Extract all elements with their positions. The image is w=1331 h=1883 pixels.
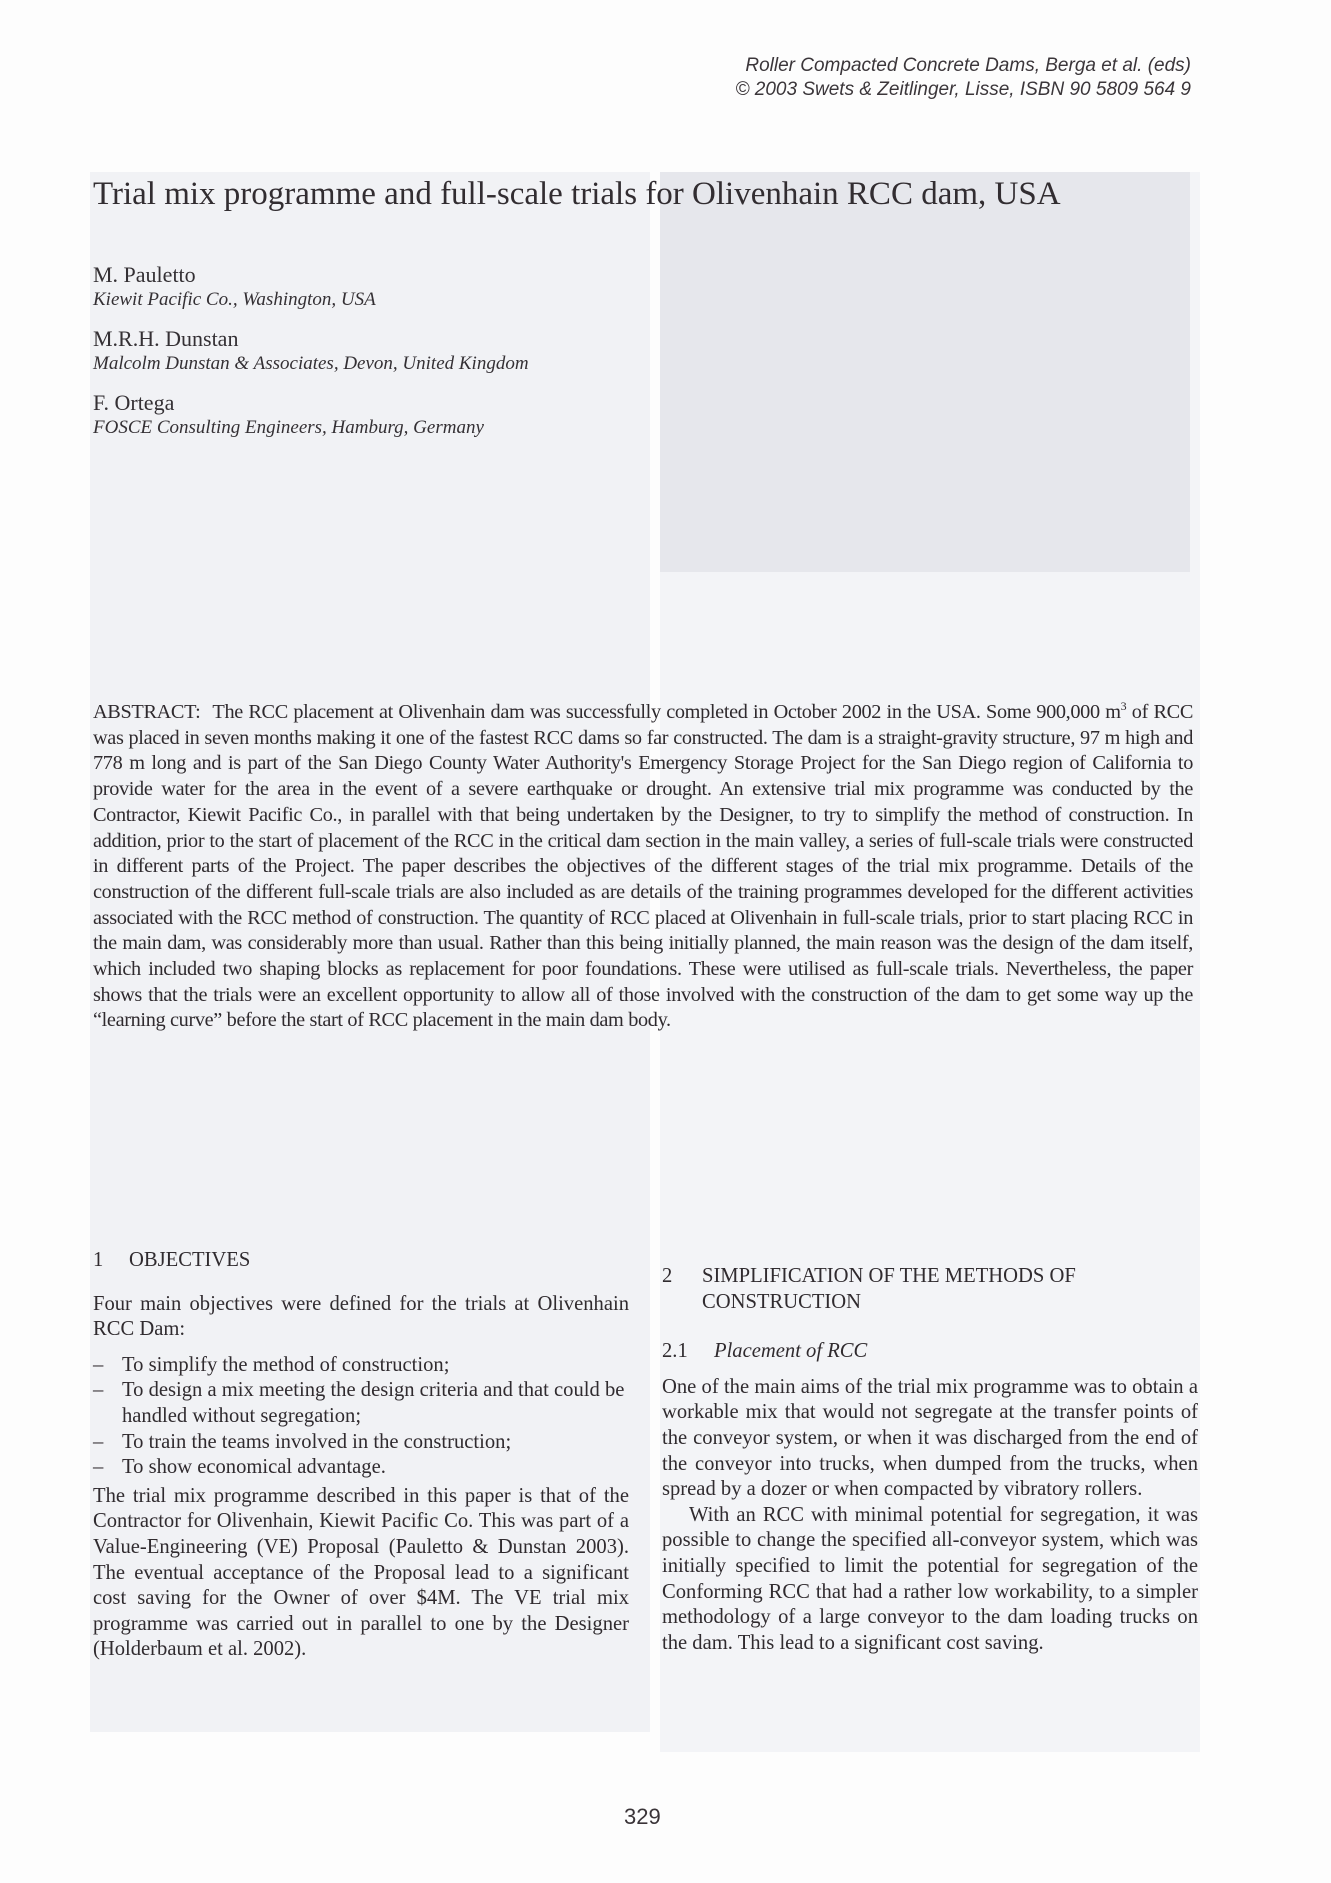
section-number: 2 — [662, 1265, 673, 1287]
paper-title: Trial mix programme and full-scale trials for Olivenhain RCC dam, USA — [93, 176, 1061, 212]
author-affiliation: FOSCE Consulting Engineers, Hamburg, Germany — [93, 417, 484, 438]
subsection-heading-placement — [662, 1339, 1198, 1365]
page-number: 329 — [624, 1804, 661, 1829]
section-number: 1 — [93, 1249, 104, 1271]
author-name: M. Pauletto — [93, 262, 196, 287]
running-head-line-2: © 2003 Swets & Zeitlinger, Lisse, ISBN 90 5809 564 9 — [735, 79, 1191, 100]
abstract-label: ABSTRACT: — [93, 701, 201, 723]
placement-paragraph-2: With an RCC with minimal potential for segregation, it was possible to change the specified all-conveyor system, which was initially specified to limit the potential for segregation of the Conforming RCC that had a rather low workability, to a simpler methodology of a large conveyor to the dam loading trucks on the dam. This lead to a significant cost saving. — [662, 1503, 1198, 1654]
abstract-text-part-1: The RCC placement at Olivenhain dam was successfully completed in October 2002 in the USA. Some 900,000 m — [212, 701, 1121, 723]
author-block — [93, 390, 529, 440]
author-name: M.R.H. Dunstan — [93, 326, 239, 351]
abstract-text-part-2: of RCC was placed in seven months making it one of the fastest RCC dams so far constructed. The dam is a straight-gravity structure, 97 m high and 778 m long and is part of the San Diego County Water Authority's Emergency Storage Project for the San Diego region of California to provide water for the area in the event of a severe earthquake or drought. An extensive trial mix programme was conducted by the Contractor, Kiewit Pacific Co., in parallel with that being undertaken by the Designer, to try to simplify the method of construction. In addition, prior to the start of placement of the RCC in the critical dam section in the main valley, a series of full-scale trials were constructed in different parts of the Project. The paper describes the objectives of the different stages of the trial mix programme. Details of the construction of the different full-scale trials are also included as are details of the training programmes developed for the different activities associated with the RCC method of construction. The quantity of RCC placed at Olivenhain in full-scale trials, prior to start placing RCC in the main dam, was considerably more than usual. Rather than this being initially planned, the main reason was the design of the dam itself, which included two shaping blocks as replacement for poor foundations. These were utilised as full-scale trials. Nevertheless, the paper shows that the trials were an excellent opportunity to allow all of those involved with the construction of the dam to get some way up the “learning curve” before the start of RCC placement in the main dam body. — [93, 701, 1194, 1032]
author-affiliation: Malcolm Dunstan & Associates, Devon, United Kingdom — [93, 353, 529, 374]
objective-item: – To design a mix meeting the design criteria and that could be handled without segregation; — [93, 1378, 629, 1429]
section1-paragraph: The trial mix programme described in this paper is that of the Contractor for Olivenhain, Kiewit Pacific Co. This was part of a Value-Engineering (VE) Proposal (Pauletto & Dunstan 2003). The eventual acceptance of the Proposal lead to a significant cost saving for the Owner of over $4M. The VE trial mix programme was carried out in parallel to one by the Designer (Holderbaum et al. 2002). — [93, 1484, 629, 1661]
objective-item: – To show economical advantage. — [93, 1455, 629, 1481]
objective-item: – To train the teams involved in the construction; — [93, 1430, 629, 1456]
section-heading-objectives — [93, 1248, 629, 1274]
objectives-intro: Four main objectives were defined for the trials at Olivenhain RCC Dam: — [93, 1292, 629, 1341]
author-name: F. Ortega — [93, 390, 175, 415]
objective-item: – To simplify the method of construction; — [93, 1353, 629, 1379]
bleed-through-figure — [660, 172, 1190, 572]
right-column — [662, 1264, 1198, 1656]
author-block — [93, 262, 529, 312]
running-head-line-1: Roller Compacted Concrete Dams, Berga et al. (eds) — [745, 55, 1191, 76]
section-title: SIMPLIFICATION OF THE METHODS OF CONSTRUCTION — [702, 1265, 1076, 1313]
author-affiliation: Kiewit Pacific Co., Washington, USA — [93, 289, 376, 310]
author-list — [93, 262, 529, 454]
abstract — [93, 700, 1193, 1034]
superscript-cubed: 3 — [1120, 699, 1127, 714]
left-column — [93, 1248, 629, 1663]
subsection-number: 2.1 — [662, 1340, 688, 1363]
running-head — [736, 54, 1192, 102]
placement-paragraph-1: One of the main aims of the trial mix programme was to obtain a workable mix that would not segregate at the transfer points of the conveyor system, or when it was discharged from the end of the conveyor into trucks, when dumped from the trucks, when spread by a dozer or when compacted by vibratory rollers. — [662, 1375, 1198, 1501]
author-block — [93, 326, 529, 376]
objectives-list — [93, 1353, 629, 1481]
section-heading-simplification — [662, 1264, 1198, 1315]
subsection-title: Placement of RCC — [714, 1340, 868, 1363]
section-title: OBJECTIVES — [129, 1249, 251, 1271]
